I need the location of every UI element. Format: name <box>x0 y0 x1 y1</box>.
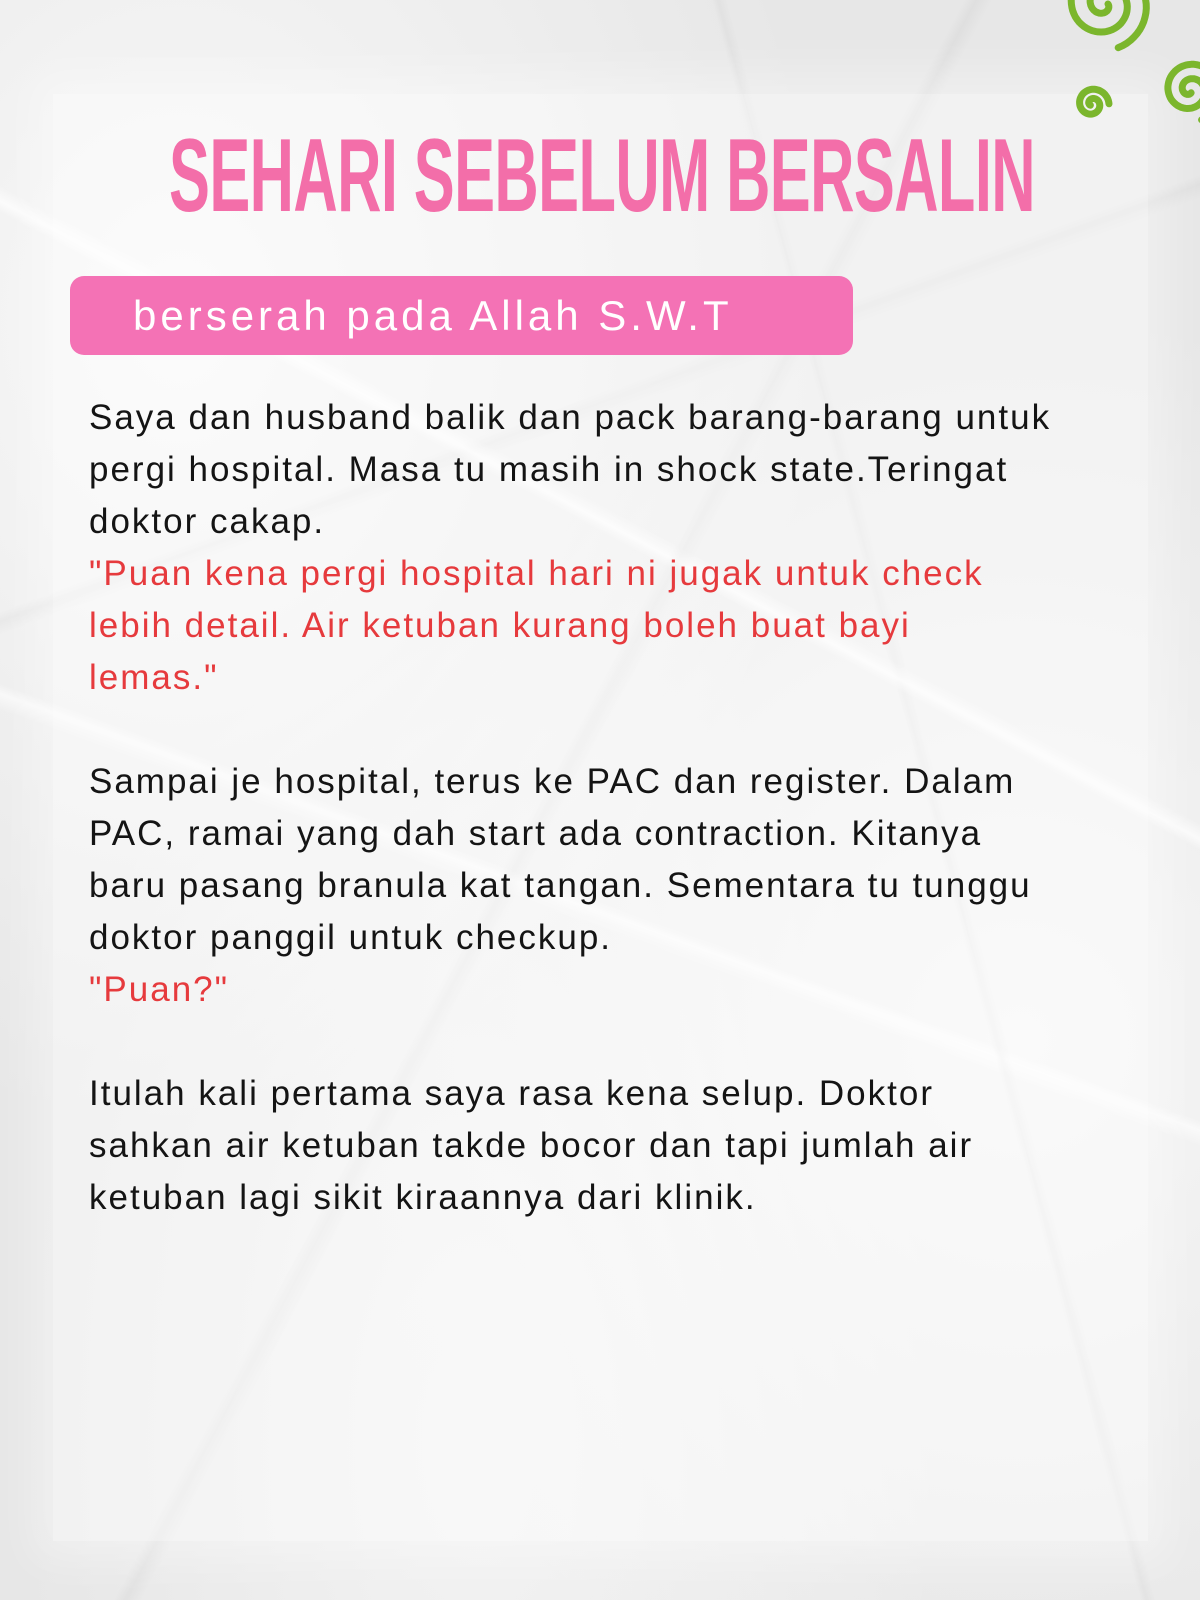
paragraph-2-line: Sampai je hospital, terus ke PAC dan register. Dalam <box>89 762 1016 801</box>
green-spiral-icon <box>1080 89 1109 114</box>
paragraph-3-line: sahkan air ketuban takde bocor dan tapi jumlah air <box>89 1126 974 1165</box>
paragraph-gap <box>89 704 1149 756</box>
banner-label: berserah pada Allah S.W.T <box>133 292 733 339</box>
paragraph-1-line: pergi hospital. Masa tu masih in shock state.Teringat <box>89 450 1009 489</box>
paragraph-1-quote-line: lemas." <box>89 658 219 697</box>
subtitle-banner <box>70 276 853 355</box>
page-title: SEHARI SEBELUM BERSALIN <box>168 118 1035 234</box>
green-spiral-icon <box>1168 64 1200 120</box>
green-spiral-icon <box>1071 0 1146 48</box>
paragraph-2-line: doktor panggil untuk checkup. <box>89 918 613 957</box>
paragraph-3-line: Itulah kali pertama saya rasa kena selup. Doktor <box>89 1074 934 1113</box>
paragraph-2-line: PAC, ramai yang dah start ada contraction. Kitanya <box>89 814 983 853</box>
paragraph-1-line: doktor cakap. <box>89 502 326 541</box>
paragraph-1-line: Saya dan husband balik dan pack barang-barang untuk <box>89 398 1052 437</box>
paragraph-gap <box>89 1016 1149 1068</box>
paragraph-1-quote-line: "Puan kena pergi hospital hari ni jugak untuk check <box>89 554 984 593</box>
paragraph-3-line: ketuban lagi sikit kiraannya dari klinik. <box>89 1178 757 1217</box>
paragraph-2-line: baru pasang branula kat tangan. Sementara tu tunggu <box>89 866 1032 905</box>
paragraph-1-quote-line: lebih detail. Air ketuban kurang boleh buat bayi <box>89 606 911 645</box>
story-text <box>89 392 1149 1224</box>
paragraph-2-quote-line: "Puan?" <box>89 970 230 1009</box>
